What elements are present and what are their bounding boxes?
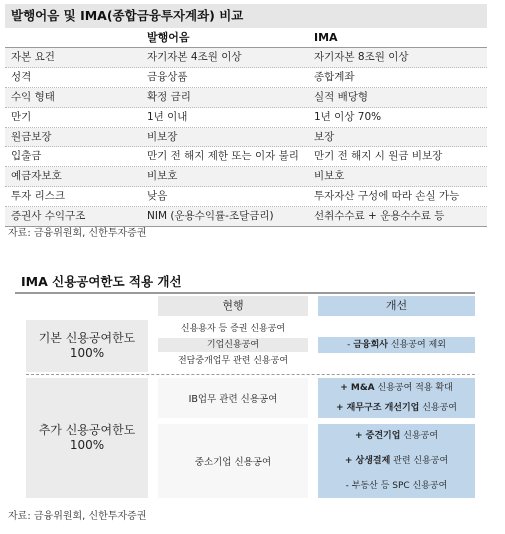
row-label: 자본 요건 [11, 51, 55, 63]
row-label: 투자 리스크 [11, 190, 66, 203]
column-header-issued-note: 발행어음 [147, 31, 190, 44]
issued-note-value: 비보장 [147, 130, 178, 143]
row-label: 원금보장 [11, 130, 52, 143]
ima-value: 실적 배당형 [314, 90, 369, 103]
issued-note-value: NIM (운용수익률-조달금리) [147, 210, 274, 223]
table-row [5, 108, 487, 128]
improve-mna-credit: + M&A 신용공여 적용 확대 [340, 383, 453, 393]
row-label: 증권사 수익구조 [11, 210, 86, 223]
issued-note-value: 비보호 [147, 170, 178, 183]
ima-value: 보장 [314, 130, 335, 143]
issued-note-value: 낮음 [147, 190, 168, 203]
current-securities-credit: 신용용자 등 증권 신용공여 [180, 324, 286, 334]
extra-limit-line1: 추가 신용공여한도 [38, 423, 136, 437]
source-note-2: 자료: 금융위원회, 신한투자증권 [8, 511, 147, 522]
row-label: 성격 [11, 70, 32, 83]
credit-limit-title: IMA 신용공여한도 적용 개선 [15, 270, 475, 294]
column-header-ima: IMA [314, 31, 338, 44]
improve-win-win-payment-credit: + 상생결제 관련 신용공여 [344, 456, 449, 466]
table-row [5, 88, 487, 108]
ima-value: 1년 이상 70% [314, 110, 382, 123]
issued-note-value: 만기 전 해지 제한 또는 이자 불리 [147, 150, 299, 163]
ima-value: 비보호 [314, 170, 345, 183]
improve-restructuring-credit: + 재무구조 개선기업 신용공여 [335, 403, 457, 413]
table-row [5, 128, 487, 148]
table-row [5, 68, 487, 88]
comparison-table-title: 발행어음 및 IMA(종합금융투자계좌) 비교 [5, 4, 487, 28]
improve-midsize-credit: + 중견기업 신용공여 [354, 431, 439, 441]
ima-value: 자기자본 8조원 이상 [314, 51, 409, 63]
basic-limit-line1: 기본 신용공여한도 [38, 331, 136, 345]
basic-credit-limit-label [26, 320, 148, 372]
row-label: 만기 [11, 110, 32, 123]
row-label: 예금자보호 [11, 170, 62, 183]
ima-value: 만기 전 해지 시 원금 비보장 [314, 150, 443, 163]
row-label: 수익 형태 [11, 90, 55, 103]
table-row [5, 48, 487, 68]
ima-value: 종합계좌 [314, 70, 355, 83]
ima-value: 선취수수료 + 운용수수료 등 [314, 210, 445, 223]
column-header-improvement: 개선 [318, 296, 475, 316]
issued-note-value: 금융상품 [147, 70, 188, 83]
basic-limit-line2: 100% [69, 346, 105, 360]
table-row [5, 187, 487, 207]
current-sme-credit: 중소기업 신용공여 [158, 424, 308, 498]
table-row [5, 167, 487, 187]
current-corporate-credit: 기업신용공여 [158, 338, 308, 352]
current-ib-credit: IB업무 관련 신용공여 [158, 378, 308, 418]
improve-exclude-real-estate-spc: - 부동산 등 SPC 신용공여 [345, 481, 448, 491]
issued-note-value: 자기자본 4조원 이상 [147, 51, 242, 63]
source-note-1: 자료: 금융위원회, 신한투자증권 [8, 228, 147, 239]
comparison-table [5, 48, 487, 227]
table-row [5, 147, 487, 167]
issued-note-value: 확정 금리 [147, 90, 191, 103]
issued-note-value: 1년 이내 [147, 110, 188, 123]
improve-exclude-financial-firms: - 금융회사 신용공여 제외 [347, 340, 446, 350]
row-divider [26, 374, 475, 375]
ima-value: 투자자산 구성에 따라 손실 가능 [314, 190, 460, 203]
extra-limit-line2: 100% [69, 438, 105, 452]
extra-credit-limit-label [26, 378, 148, 498]
current-prime-brokerage-credit: 전담중개업무 관련 신용공여 [177, 356, 289, 366]
row-label: 입출금 [11, 150, 42, 163]
column-header-current: 현행 [158, 296, 308, 316]
